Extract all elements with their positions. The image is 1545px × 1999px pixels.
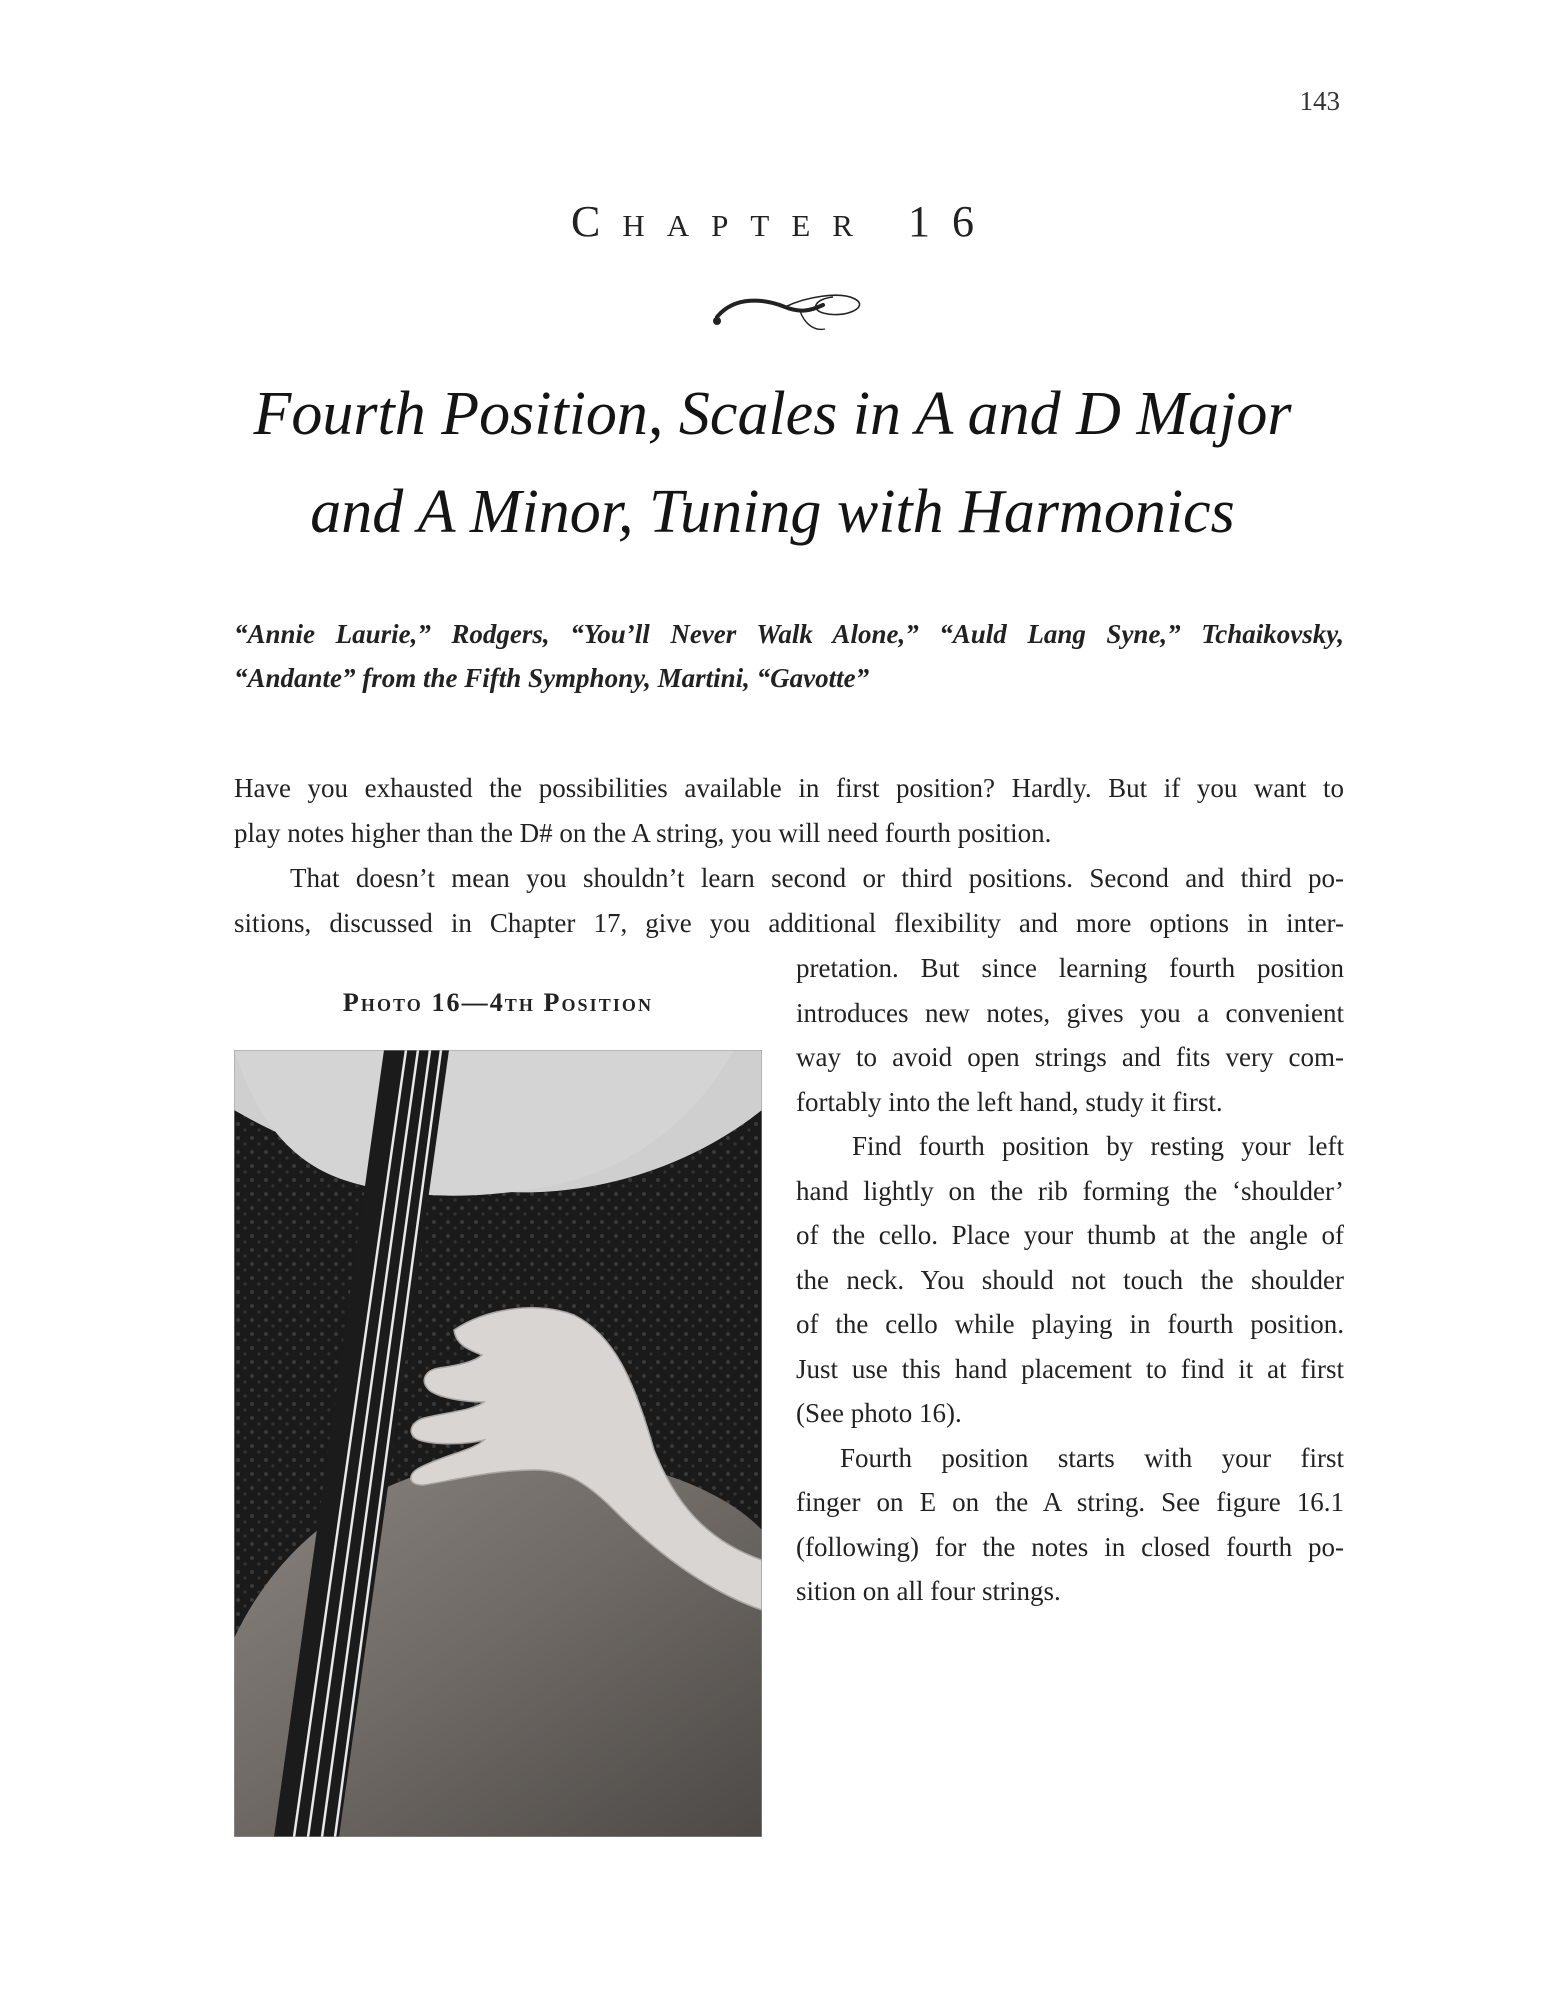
cello-photo [234,1050,762,1837]
text-line: introduces new notes, gives you a convenient [796,997,1344,1028]
text-line: finger on E on the A string. See figure 16.1 [796,1487,1344,1517]
paragraph-2 [234,856,1344,946]
text-line: the neck. You should not touch the shoulder [796,1264,1344,1295]
text-line: (following) for the notes in closed fourth po- [796,1531,1344,1562]
text-line: of the cello while playing in fourth position. [796,1309,1344,1339]
text-line: hand lightly on the rib forming the ‘shoulder’ [796,1175,1344,1206]
page-number: 143 [1299,86,1340,116]
flourish-ornament-icon [705,285,870,335]
text-line: way to avoid open strings and fits very com- [796,1042,1344,1072]
body-text [234,766,1344,946]
text-line: pretation. But since learning fourth position [796,953,1344,983]
text-line: play notes higher than the D# on the A string, you will need fourth position. [234,818,1052,848]
right-column-text [796,946,1344,1614]
songs-line: “Annie Laurie,” Rodgers, “You’ll Never Walk Alone,” “Auld Lang Syne,” Tchaikovsky, [234,619,1344,649]
text-line: (See photo 16). [796,1398,962,1428]
text-line: of the cello. Place your thumb at the angle of [796,1220,1344,1250]
paragraph-4 [796,1436,1344,1614]
paragraph-3 [796,1124,1344,1436]
songs-line: “Andante” from the Fifth Symphony, Martini, “Gavotte” [234,663,870,693]
text-line: Just use this hand placement to find it at first [796,1353,1344,1384]
songs-list [234,612,1344,700]
text-line: sition on all four strings. [796,1576,1061,1606]
title-line: Fourth Position, Scales in A and D Major [253,380,1292,448]
text-line: Find fourth position by resting your left [852,1131,1344,1161]
text-line: Fourth position starts with your first [840,1442,1344,1473]
photo-caption: Photo 16—4th Position [342,988,654,1017]
text-line: sitions, discussed in Chapter 17, give you additional flexibility and more options in inter- [234,908,1344,938]
chapter-label: Chapter 16 [571,197,996,246]
cello-player-image [234,1050,762,1837]
chapter-title [200,365,1345,561]
title-line: and A Minor, Tuning with Harmonics [310,478,1235,546]
text-line: That doesn’t mean you shouldn’t learn second or third positions. Second and third po- [290,863,1344,893]
paragraph-1 [234,766,1344,856]
text-line: fortably into the left hand, study it first. [796,1086,1223,1117]
text-line: Have you exhausted the possibilities available in first position? Hardly. But if you want to [234,773,1344,803]
paragraph-2-continued [796,946,1344,1124]
